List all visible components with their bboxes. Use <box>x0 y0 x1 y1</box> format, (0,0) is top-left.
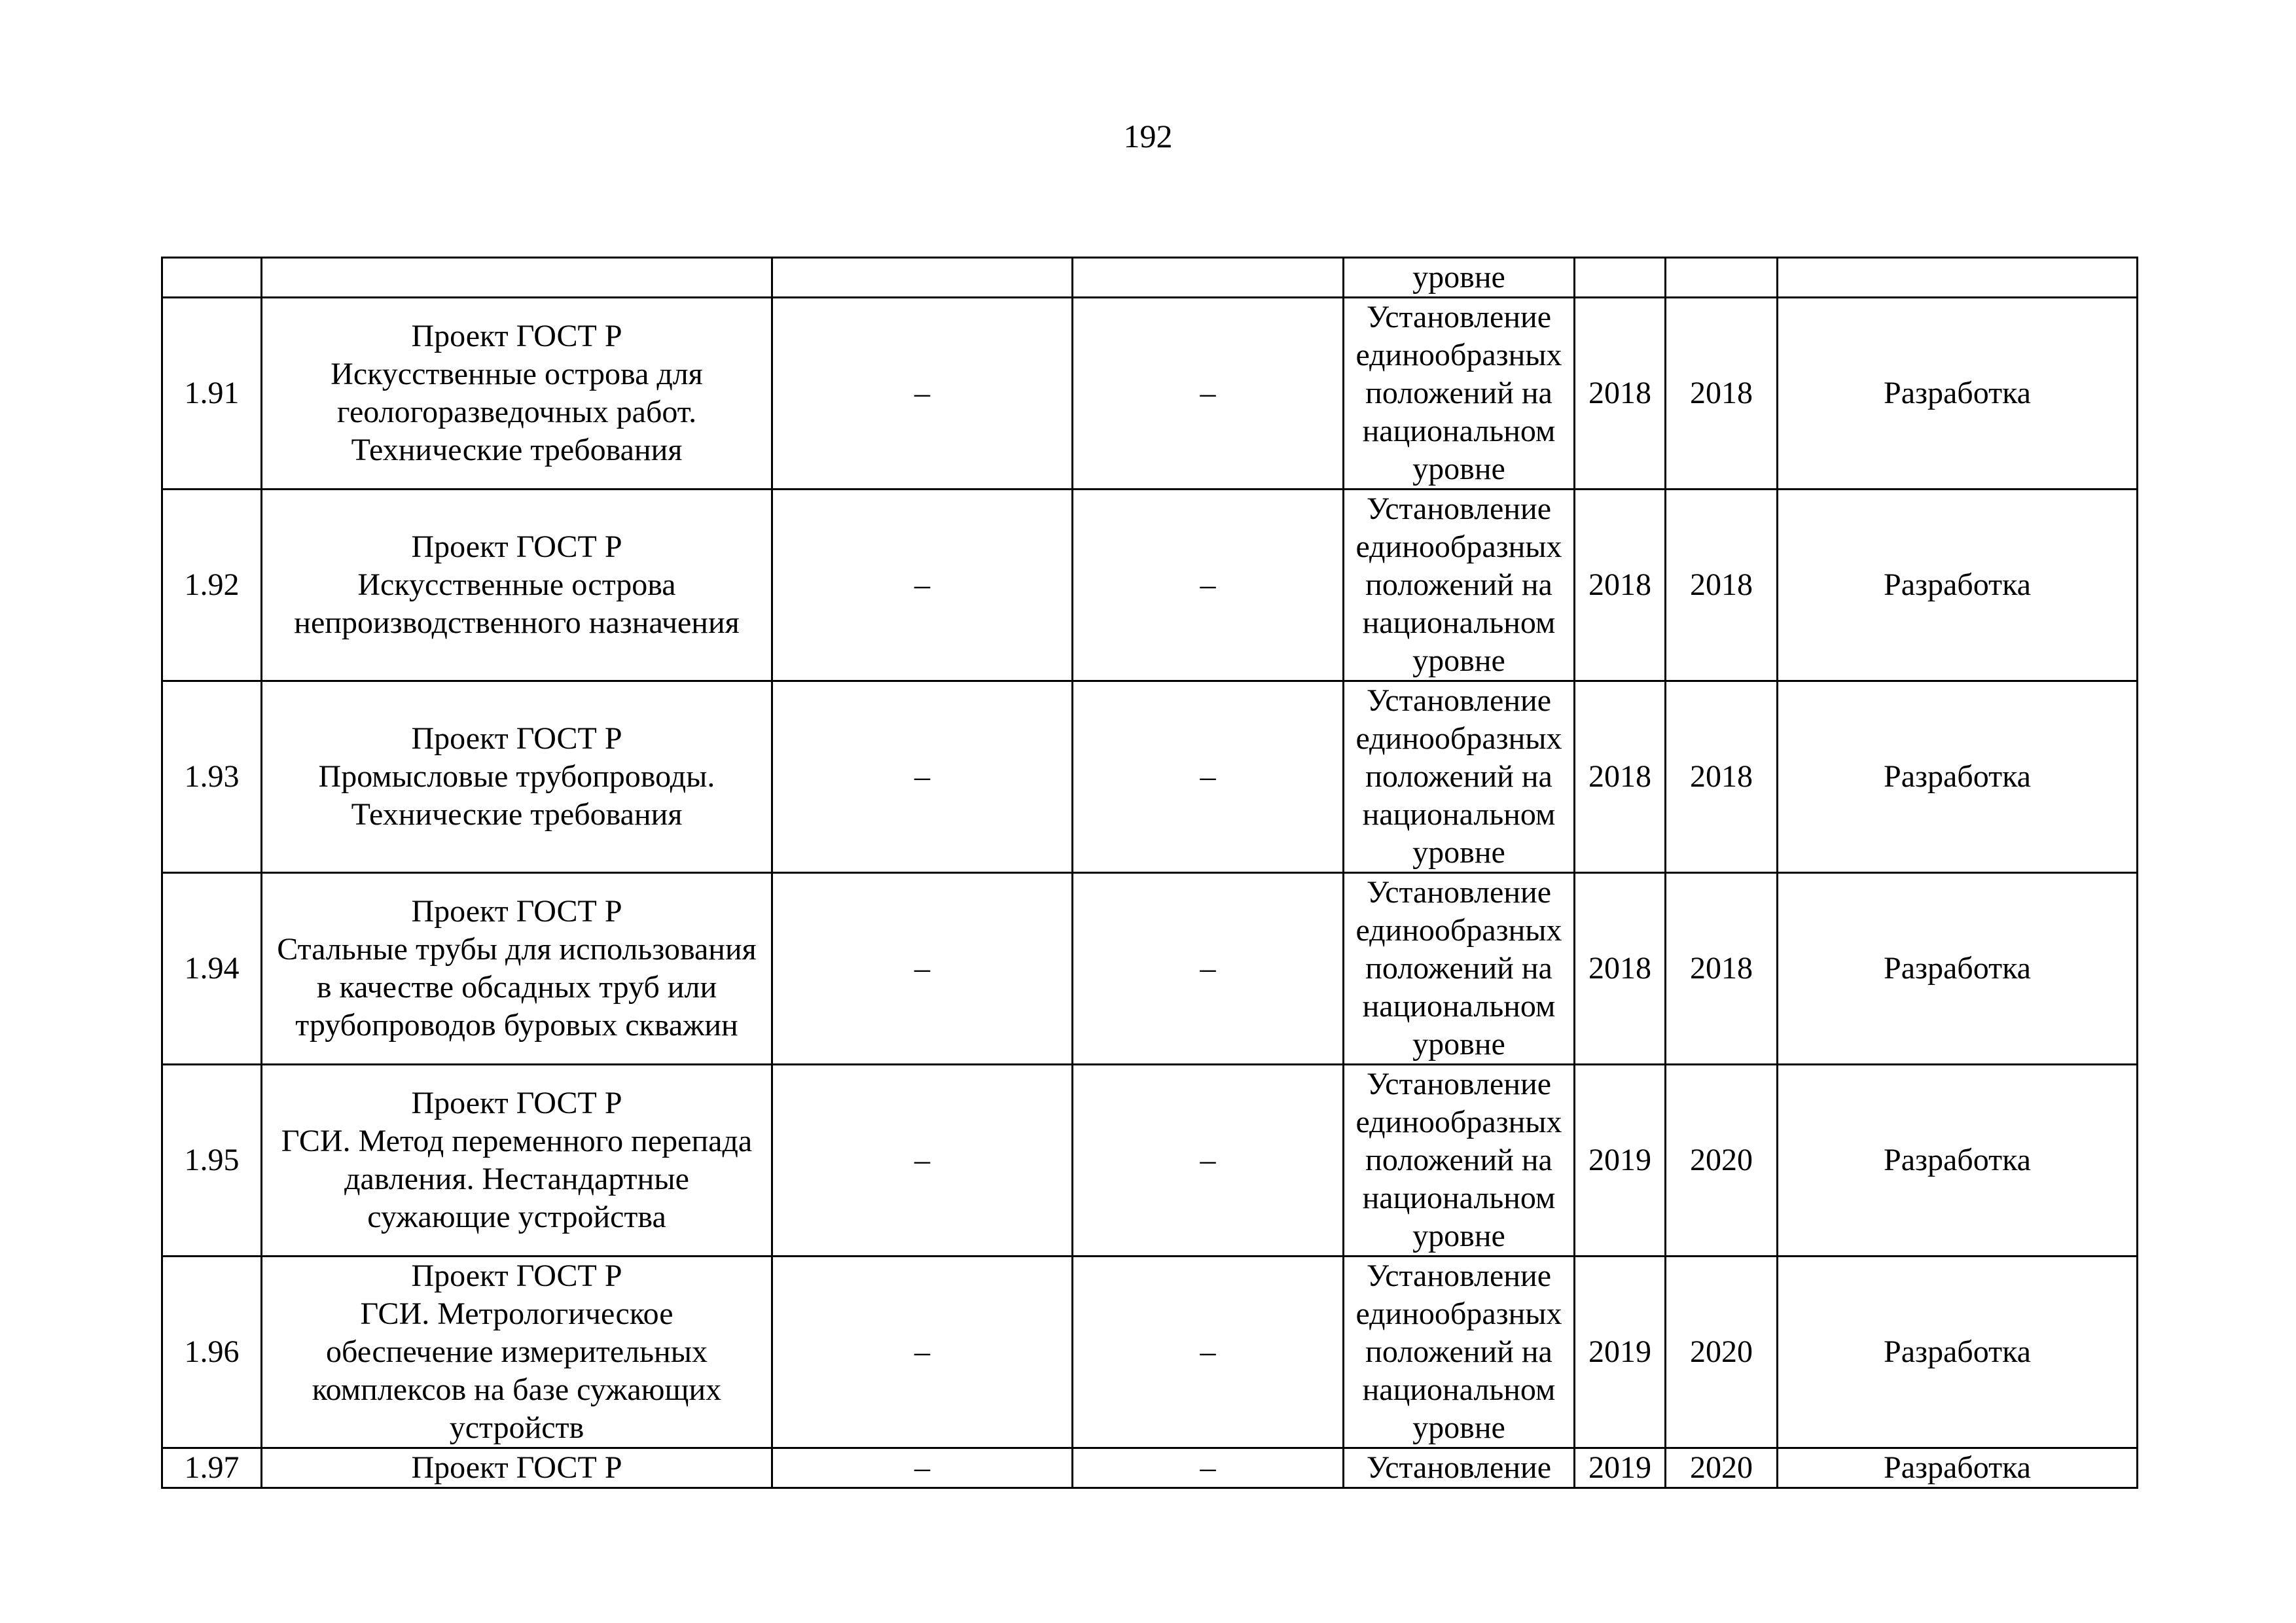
cell-col4 <box>1073 258 1344 298</box>
title-line: геологоразведочных работ. <box>336 395 697 429</box>
title-line: устройств <box>449 1410 584 1445</box>
goal-line: уровне <box>1412 835 1505 870</box>
goal-line: национальном <box>1362 1181 1556 1215</box>
standards-table <box>161 257 2138 1489</box>
title-line: Технические требования <box>351 797 683 832</box>
table-row <box>162 681 2138 873</box>
title-line: трубопроводов буровых скважин <box>295 1008 738 1043</box>
cell-title <box>262 681 772 873</box>
cell-num: 1.92 <box>162 490 262 681</box>
goal-line: уровне <box>1412 1027 1505 1061</box>
cell-goal: уровне <box>1344 258 1575 298</box>
cell-end: 2020 <box>1666 1257 1778 1448</box>
cell-col3: – <box>772 1065 1073 1257</box>
title-line: в качестве обсадных труб или <box>316 970 717 1005</box>
cell-start: 2019 <box>1575 1257 1666 1448</box>
cell-col4: – <box>1073 1257 1344 1448</box>
cell-start: 2018 <box>1575 873 1666 1065</box>
goal-line: национальном <box>1362 1372 1556 1407</box>
cell-title <box>262 490 772 681</box>
title-line: Проект ГОСТ Р <box>411 529 622 564</box>
goal-line: единообразных <box>1355 338 1562 372</box>
cell-title: Проект ГОСТ Р <box>262 1448 772 1488</box>
cell-goal <box>1344 681 1575 873</box>
cell-end: 2018 <box>1666 490 1778 681</box>
title-line: непроизводственного назначения <box>294 605 740 640</box>
goal-line: Установление <box>1366 1258 1552 1293</box>
cell-goal <box>1344 490 1575 681</box>
cell-goal <box>1344 873 1575 1065</box>
cell-end: 2018 <box>1666 298 1778 490</box>
goal-line: национальном <box>1362 414 1556 448</box>
cell-num: 1.97 <box>162 1448 262 1488</box>
goal-line: уровне <box>1412 1410 1505 1445</box>
title-line: давления. Нестандартные <box>344 1162 689 1196</box>
table-row <box>162 1448 2138 1488</box>
goal-line: единообразных <box>1355 721 1562 756</box>
cell-title <box>262 1257 772 1448</box>
title-line: Проект ГОСТ Р <box>411 319 622 353</box>
goal-line: положений на <box>1365 1334 1552 1369</box>
cell-goal <box>1344 298 1575 490</box>
cell-end: 2018 <box>1666 873 1778 1065</box>
cell-num: 1.95 <box>162 1065 262 1257</box>
goal-line: уровне <box>1412 643 1505 678</box>
title-line: Искусственные острова <box>357 567 676 602</box>
goal-line: национальном <box>1362 605 1556 640</box>
goal-line: положений на <box>1365 951 1552 986</box>
title-line: Стальные трубы для использования <box>277 932 757 967</box>
cell-title <box>262 298 772 490</box>
cell-end: 2018 <box>1666 681 1778 873</box>
cell-stage: Разработка <box>1778 490 2138 681</box>
cell-goal <box>1344 1257 1575 1448</box>
title-line: Проект ГОСТ Р <box>411 1086 622 1120</box>
page-number: 192 <box>1123 118 1173 154</box>
cell-stage: Разработка <box>1778 298 2138 490</box>
cell-col3: – <box>772 681 1073 873</box>
goal-line: положений на <box>1365 376 1552 410</box>
cell-start <box>1575 258 1666 298</box>
cell-col3: – <box>772 490 1073 681</box>
goal-line: Установление <box>1366 491 1552 526</box>
title-line: комплексов на базе сужающих <box>312 1372 722 1407</box>
cell-title <box>262 873 772 1065</box>
goal-line: положений на <box>1365 1143 1552 1177</box>
cell-col3: – <box>772 1448 1073 1488</box>
goal-line: Установление <box>1366 683 1552 718</box>
table-row <box>162 873 2138 1065</box>
cell-title <box>262 1065 772 1257</box>
cell-col3 <box>772 258 1073 298</box>
title-line: Проект ГОСТ Р <box>411 721 622 756</box>
cell-start: 2018 <box>1575 681 1666 873</box>
cell-end: 2020 <box>1666 1448 1778 1488</box>
goal-line: единообразных <box>1355 529 1562 564</box>
table-row <box>162 1065 2138 1257</box>
cell-col4: – <box>1073 681 1344 873</box>
goal-line: Установление <box>1366 875 1552 910</box>
cell-num: 1.91 <box>162 298 262 490</box>
cell-num: 1.94 <box>162 873 262 1065</box>
goal-line: положений на <box>1365 567 1552 602</box>
continuation-row <box>162 258 2138 298</box>
goal-line: единообразных <box>1355 1296 1562 1331</box>
cell-start: 2018 <box>1575 490 1666 681</box>
cell-num <box>162 258 262 298</box>
cell-col4: – <box>1073 873 1344 1065</box>
title-line: Проект ГОСТ Р <box>411 1258 622 1293</box>
cell-start: 2019 <box>1575 1065 1666 1257</box>
title-line: ГСИ. Метод переменного перепада <box>281 1124 753 1158</box>
cell-stage: Разработка <box>1778 873 2138 1065</box>
cell-stage: Разработка <box>1778 1448 2138 1488</box>
title-line: Искусственные острова для <box>331 357 703 391</box>
cell-stage: Разработка <box>1778 1257 2138 1448</box>
cell-col4: – <box>1073 1065 1344 1257</box>
cell-title <box>262 258 772 298</box>
cell-stage: Разработка <box>1778 681 2138 873</box>
cell-col3: – <box>772 298 1073 490</box>
title-line: Проект ГОСТ Р <box>411 894 622 929</box>
goal-line: единообразных <box>1355 913 1562 948</box>
cell-num: 1.96 <box>162 1257 262 1448</box>
title-line: ГСИ. Метрологическое <box>360 1296 673 1331</box>
cell-col4: – <box>1073 1448 1344 1488</box>
table-row <box>162 490 2138 681</box>
cell-start: 2018 <box>1575 298 1666 490</box>
title-line: Промысловые трубопроводы. <box>318 759 715 794</box>
cell-start: 2019 <box>1575 1448 1666 1488</box>
goal-line: Установление <box>1366 300 1552 334</box>
title-line: Технические требования <box>351 433 683 467</box>
goal-line: Установление <box>1366 1067 1552 1101</box>
table-row <box>162 1257 2138 1448</box>
cell-num: 1.93 <box>162 681 262 873</box>
goal-line: национальном <box>1362 989 1556 1024</box>
goal-line: национальном <box>1362 797 1556 832</box>
goal-line: положений на <box>1365 759 1552 794</box>
table-row <box>162 298 2138 490</box>
cell-col4: – <box>1073 490 1344 681</box>
cell-goal: Установление <box>1344 1448 1575 1488</box>
title-line: сужающие устройства <box>367 1200 666 1234</box>
cell-end <box>1666 258 1778 298</box>
cell-goal <box>1344 1065 1575 1257</box>
cell-col4: – <box>1073 298 1344 490</box>
title-line: обеспечение измерительных <box>326 1334 708 1369</box>
goal-line: уровне <box>1412 1219 1505 1253</box>
goal-line: единообразных <box>1355 1105 1562 1139</box>
cell-stage: Разработка <box>1778 1065 2138 1257</box>
cell-stage <box>1778 258 2138 298</box>
cell-end: 2020 <box>1666 1065 1778 1257</box>
cell-col3: – <box>772 873 1073 1065</box>
goal-line: уровне <box>1412 452 1505 486</box>
cell-col3: – <box>772 1257 1073 1448</box>
